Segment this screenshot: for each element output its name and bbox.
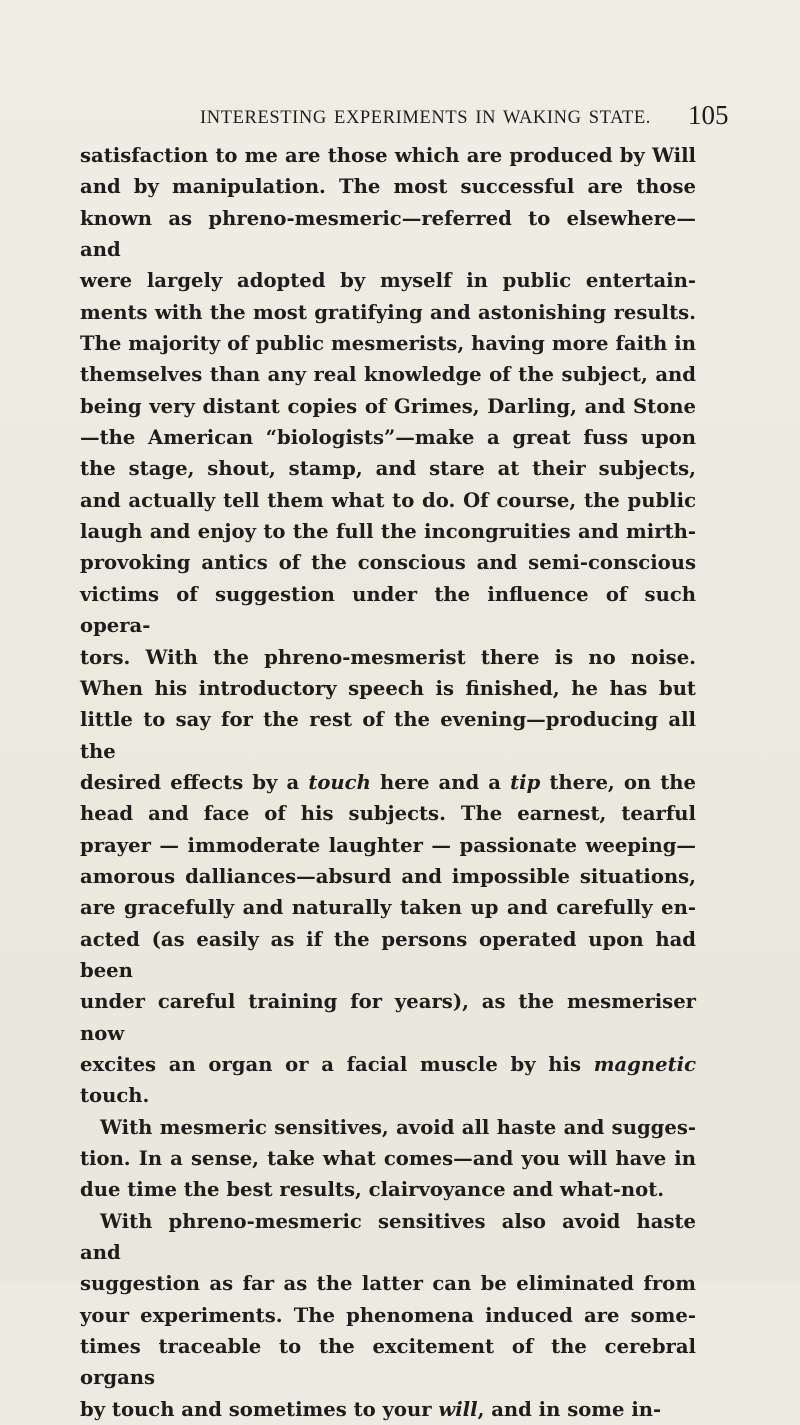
text-line: acted (as easily as if the persons operated upon had been xyxy=(80,927,696,982)
italic-word: tip xyxy=(510,770,541,794)
text-line: When his introductory speech is finished, he has but xyxy=(80,676,696,700)
text-line: by touch and sometimes to your will, and in some in- xyxy=(80,1397,662,1421)
text-line: little to say for the rest of the evening—producing all the xyxy=(80,708,696,763)
paragraph xyxy=(80,140,696,1112)
italic-word: touch xyxy=(308,770,371,794)
text-line: —the American “biologists”—make a great fuss upon xyxy=(80,426,696,450)
text-line: due time the best results, clairvoyance and what-not. xyxy=(80,1178,665,1202)
paragraph xyxy=(80,1206,696,1425)
text-line: With phreno-mesmeric sensitives also avoid haste and xyxy=(80,1209,696,1265)
text-line: were largely adopted by myself in public entertain- xyxy=(80,269,696,293)
text-line: excites an organ or a facial muscle by his magnetic xyxy=(80,1052,696,1076)
paragraph xyxy=(80,1112,696,1206)
text-line: prayer — immoderate laughter — passionate weeping— xyxy=(80,833,696,857)
text-line: tion. In a sense, take what comes—and you will have in xyxy=(80,1147,696,1170)
body-text xyxy=(80,140,696,1425)
text-line: provoking antics of the conscious and semi-conscious xyxy=(80,551,696,575)
running-head: INTERESTING EXPERIMENTS IN WAKING STATE. xyxy=(200,108,652,128)
text-line: amorous dalliances—absurd and impossible situations, xyxy=(80,864,696,888)
text-line: under careful training for years), as the mesmeriser now xyxy=(80,990,696,1045)
text-line: victims of suggestion under the influence of such opera- xyxy=(80,582,696,638)
text-line: The majority of public mesmerists, having more faith in xyxy=(80,332,696,356)
text-line: suggestion as far as the latter can be eliminated from xyxy=(80,1272,696,1296)
text-line: touch. xyxy=(80,1084,150,1108)
text-line: head and face of his subjects. The earnest, tearful xyxy=(80,802,696,826)
text-line: and by manipulation. The most successful are those xyxy=(80,175,696,199)
page-number: 105 xyxy=(688,100,729,130)
italic-word: will xyxy=(438,1397,478,1421)
italic-word: magnetic xyxy=(593,1052,696,1076)
text-line: known as phreno-mesmeric—referred to elsewhere—and xyxy=(80,206,696,262)
text-line: tors. With the phreno-mesmerist there is no noise. xyxy=(80,645,696,669)
text-line: and actually tell them what to do. Of course, the public xyxy=(80,488,696,512)
page-header xyxy=(0,100,800,136)
text-line: are gracefully and naturally taken up and carefully en- xyxy=(80,896,696,920)
text-line: being very distant copies of Grimes, Darling, and Stone xyxy=(80,394,696,418)
text-line: satisfaction to me are those which are produced by Will xyxy=(80,144,696,167)
text-line: themselves than any real knowledge of the subject, and xyxy=(80,363,696,387)
text-line: ments with the most gratifying and astonishing results. xyxy=(80,300,696,324)
text-line: your experiments. The phenomena induced are some- xyxy=(80,1303,696,1327)
text-line: desired effects by a touch here and a tip there, on the xyxy=(80,770,697,794)
text-line: With mesmeric sensitives, avoid all haste and sugges- xyxy=(100,1115,696,1139)
text-line: times traceable to the excitement of the cerebral organs xyxy=(80,1335,696,1390)
text-line: the stage, shout, stamp, and stare at their subjects, xyxy=(80,457,696,481)
text-line: laugh and enjoy to the full the incongruities and mirth- xyxy=(80,520,696,544)
